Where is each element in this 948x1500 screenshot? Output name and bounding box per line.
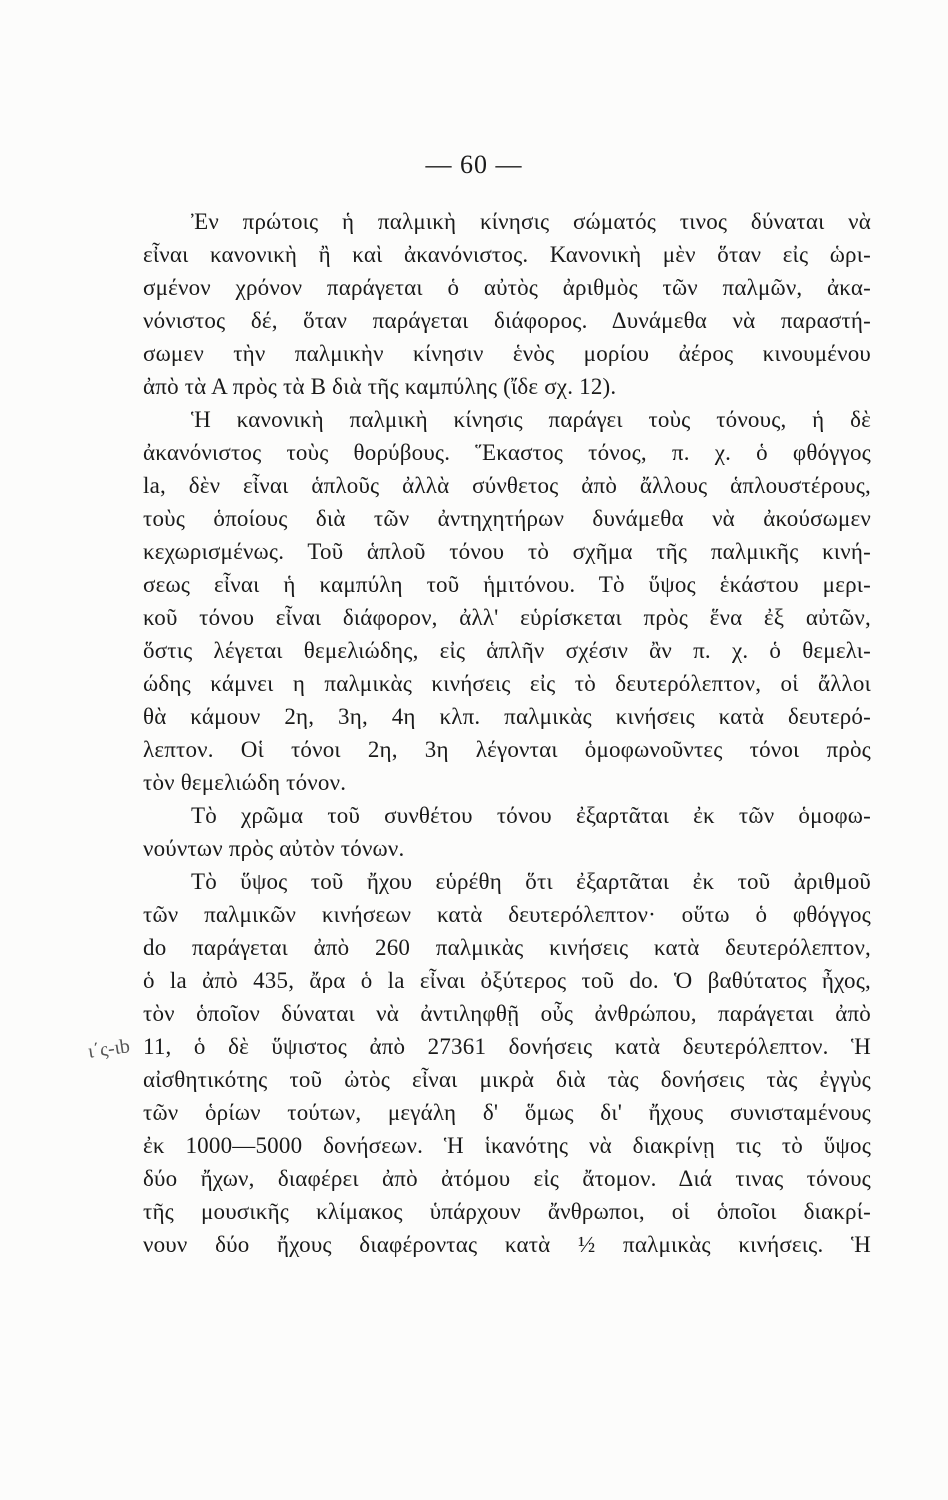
text-line: νουν δύο ἤχους διαφέροντας κατὰ ½ παλμικὰς κινήσεις. Ἡ — [143, 1232, 871, 1257]
text-line: ἀκανόνιστος τοὺς θορύβους. Ἕκαστος τόνος, π. χ. ὁ φθόγγος — [143, 440, 871, 465]
text-line: Ἡ κανονικὴ παλμικὴ κίνησις παράγει τοὺς τόνους, ἡ δὲ — [191, 407, 871, 432]
text-line: κεχωρισμένως. Τοῦ ἁπλοῦ τόνου τὸ σχῆμα τῆς παλμικῆς κινή- — [143, 539, 871, 564]
handwritten-margin-note: ι΄ς-ιb — [86, 1035, 132, 1063]
text-line: τῶν ὁρίων τούτων, μεγάλη δ' ὅμως δι' ἤχους συνισταμένους — [143, 1100, 871, 1125]
text-line: σεως εἶναι ἡ καμπύλη τοῦ ἡμιτόνου. Τὸ ὕψος ἑκάστου μερι- — [143, 572, 871, 597]
text-line: do παράγεται ἀπὸ 260 παλμικὰς κινήσεις κατὰ δευτερόλεπτον, — [143, 935, 871, 960]
text-line: νούντων πρὸς αὐτὸν τόνων. — [143, 836, 405, 861]
text-line: Τὸ ὕψος τοῦ ἤχου εὑρέθη ὅτι ἐξαρτᾶται ἐκ τοῦ ἀριθμοῦ — [191, 869, 871, 894]
text-line: ὁ la ἀπὸ 435, ἄρα ὁ la εἶναι ὀξύτερος τοῦ do. Ὁ βαθύτατος ἦχος, — [143, 968, 871, 993]
text-line: τῆς μουσικῆς κλίμακος ὑπάρχουν ἄνθρωποι, οἱ ὁποῖοι διακρί- — [143, 1199, 871, 1224]
text-line: σμένον χρόνον παράγεται ὁ αὐτὸς ἀριθμὸς τῶν παλμῶν, ἀκα- — [143, 275, 871, 300]
text-line: τὸν θεμελιώδη τόνον. — [143, 770, 347, 795]
text-line: 11, ὁ δὲ ὕψιστος ἀπὸ 27361 δονήσεις κατὰ δευτερόλεπτον. Ἡ — [143, 1034, 871, 1059]
text-line: κοῦ τόνου εἶναι διάφορον, ἀλλ' εὑρίσκεται πρὸς ἕνα ἐξ αὐτῶν, — [143, 605, 871, 630]
text-line: δύο ἤχων, διαφέρει ἀπὸ ἀτόμου εἰς ἄτομον. Διά τινας τόνους — [143, 1166, 871, 1191]
text-line: τοὺς ὁποίους διὰ τῶν ἀντηχητήρων δυνάμεθα νὰ ἀκούσωμεν — [143, 506, 871, 531]
text-line: εἶναι κανονικὴ ἢ καὶ ἀκανόνιστος. Κανονικὴ μὲν ὅταν εἰς ὡρι- — [143, 242, 871, 267]
text-line: θὰ κάμουν 2η, 3η, 4η κλπ. παλμικὰς κινήσεις κατὰ δευτερό- — [143, 704, 871, 729]
text-line: ώδης κάμνει η παλμικὰς κινήσεις εἰς τὸ δευτερόλεπτον, οἱ ἄλλοι — [143, 671, 871, 696]
body-text — [143, 205, 871, 1261]
text-line: νόνιστος δέ, ὅταν παράγεται διάφορος. Δυνάμεθα νὰ παραστή- — [143, 308, 871, 333]
text-line: Ἐν πρώτοις ἡ παλμικὴ κίνησις σώματός τινος δύναται νὰ — [191, 209, 871, 234]
text-line: ἀπὸ τὰ Α πρὸς τὰ Β διὰ τῆς καμπύλης (ἴδε σχ. 12). — [143, 374, 617, 399]
text-line: Τὸ χρῶμα τοῦ συνθέτου τόνου ἐξαρτᾶται ἐκ τῶν ὁμοφω- — [191, 803, 871, 828]
text-line: τὸν ὁποῖον δύναται νὰ ἀντιληφθῇ οὖς ἀνθρώπου, παράγεται ἀπὸ — [143, 1001, 871, 1026]
page-number: — 60 — — [425, 150, 523, 179]
text-line: αἰσθητικότης τοῦ ὠτὸς εἶναι μικρὰ διὰ τὰς δονήσεις τὰς ἐγγὺς — [143, 1067, 871, 1092]
text-line: λεπτον. Οἱ τόνοι 2η, 3η λέγονται ὁμοφωνοῦντες τόνοι πρὸς — [143, 737, 871, 762]
text-line: la, δὲν εἶναι ἁπλοῦς ἀλλὰ σύνθετος ἀπὸ ἄλλους ἁπλουστέρους, — [143, 473, 871, 498]
text-line: ἐκ 1000—5000 δονήσεων. Ἡ ἱκανότης νὰ διακρίνῃ τις τὸ ὕψος — [143, 1133, 871, 1158]
text-line: ὅστις λέγεται θεμελιώδης, εἰς ἁπλῆν σχέσιν ἂν π. χ. ὁ θεμελι- — [143, 638, 871, 663]
text-line: σωμεν τὴν παλμικὴν κίνησιν ἑνὸς μορίου ἀέρος κινουμένου — [143, 341, 871, 366]
text-line: τῶν παλμικῶν κινήσεων κατὰ δευτερόλεπτον· οὕτω ὁ φθόγγος — [143, 902, 871, 927]
